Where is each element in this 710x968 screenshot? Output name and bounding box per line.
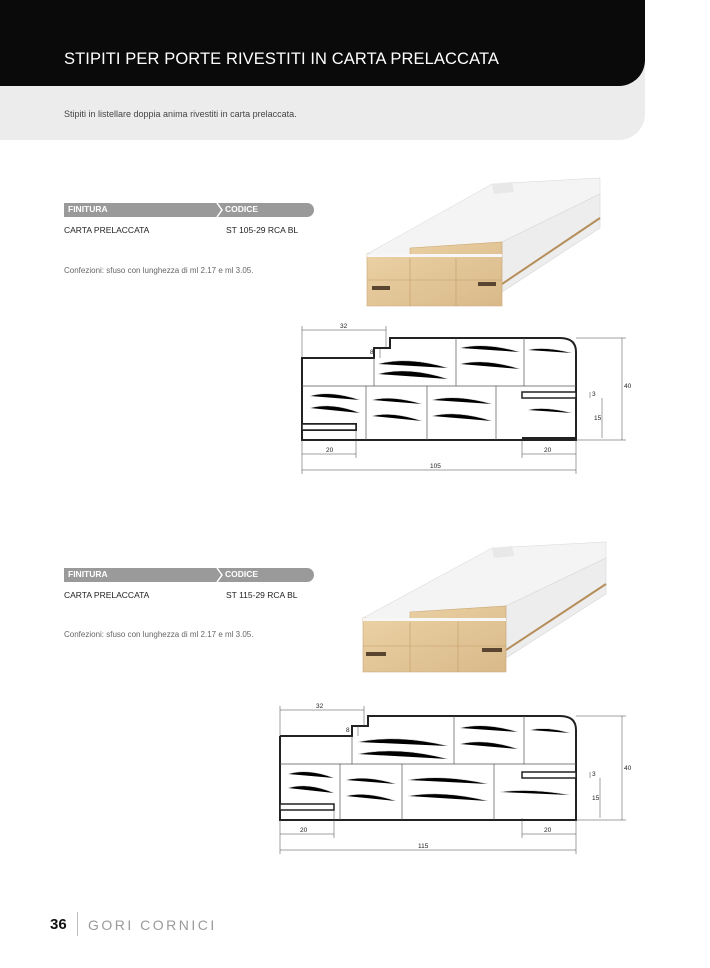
page-number: 36 (50, 916, 67, 933)
dim-left: 20 (326, 447, 334, 454)
dim-right: 20 (544, 827, 552, 834)
spec-finish-value: CARTA PRELACCATA (64, 590, 150, 600)
dim-slot: 15 (594, 415, 602, 422)
spec-code-value: ST 105-29 RCA BL (226, 225, 299, 235)
brand-logo-text: GORI CORNICI (88, 917, 217, 933)
col-finish-label: FINITURA (68, 204, 108, 214)
dim-step: 8 (370, 349, 374, 356)
dim-top: 32 (340, 323, 348, 330)
col-finish-label: FINITURA (68, 569, 108, 579)
dim-right: 20 (544, 447, 552, 454)
dim-left: 20 (300, 827, 308, 834)
col-code-label: CODICE (225, 204, 259, 214)
spec-header-separator (216, 568, 224, 582)
packaging-note: Confezioni: sfuso con lunghezza di ml 2.17 e ml 3.05. (64, 266, 254, 275)
packaging-note: Confezioni: sfuso con lunghezza di ml 2.17 e ml 3.05. (64, 630, 254, 639)
dim-height: 40 (624, 765, 632, 772)
footer-divider (77, 912, 78, 936)
header-bar (0, 0, 645, 86)
col-code-label: CODICE (225, 569, 259, 579)
dim-height: 40 (624, 383, 632, 390)
dim-step: 8 (346, 727, 350, 734)
page-title: STIPITI PER PORTE RIVESTITI IN CARTA PRELACCATA (64, 50, 500, 68)
dim-width: 115 (418, 843, 429, 850)
dim-width: 105 (430, 463, 441, 470)
technical-drawing (268, 700, 638, 860)
page-subtitle: Stipiti in listellare doppia anima rivestiti in carta prelaccata. (64, 109, 297, 119)
spec-finish-value: CARTA PRELACCATA (64, 225, 150, 235)
technical-drawing (290, 320, 640, 480)
dim-groove: 3 (592, 391, 596, 398)
spec-header-separator (216, 203, 224, 217)
product-photo-frame (360, 538, 612, 680)
dim-top: 32 (316, 703, 324, 710)
product-photo-frame (362, 174, 610, 314)
spec-code-value: ST 115-29 RCA BL (226, 590, 298, 600)
dim-slot: 15 (592, 795, 600, 802)
dim-groove: 3 (592, 771, 596, 778)
